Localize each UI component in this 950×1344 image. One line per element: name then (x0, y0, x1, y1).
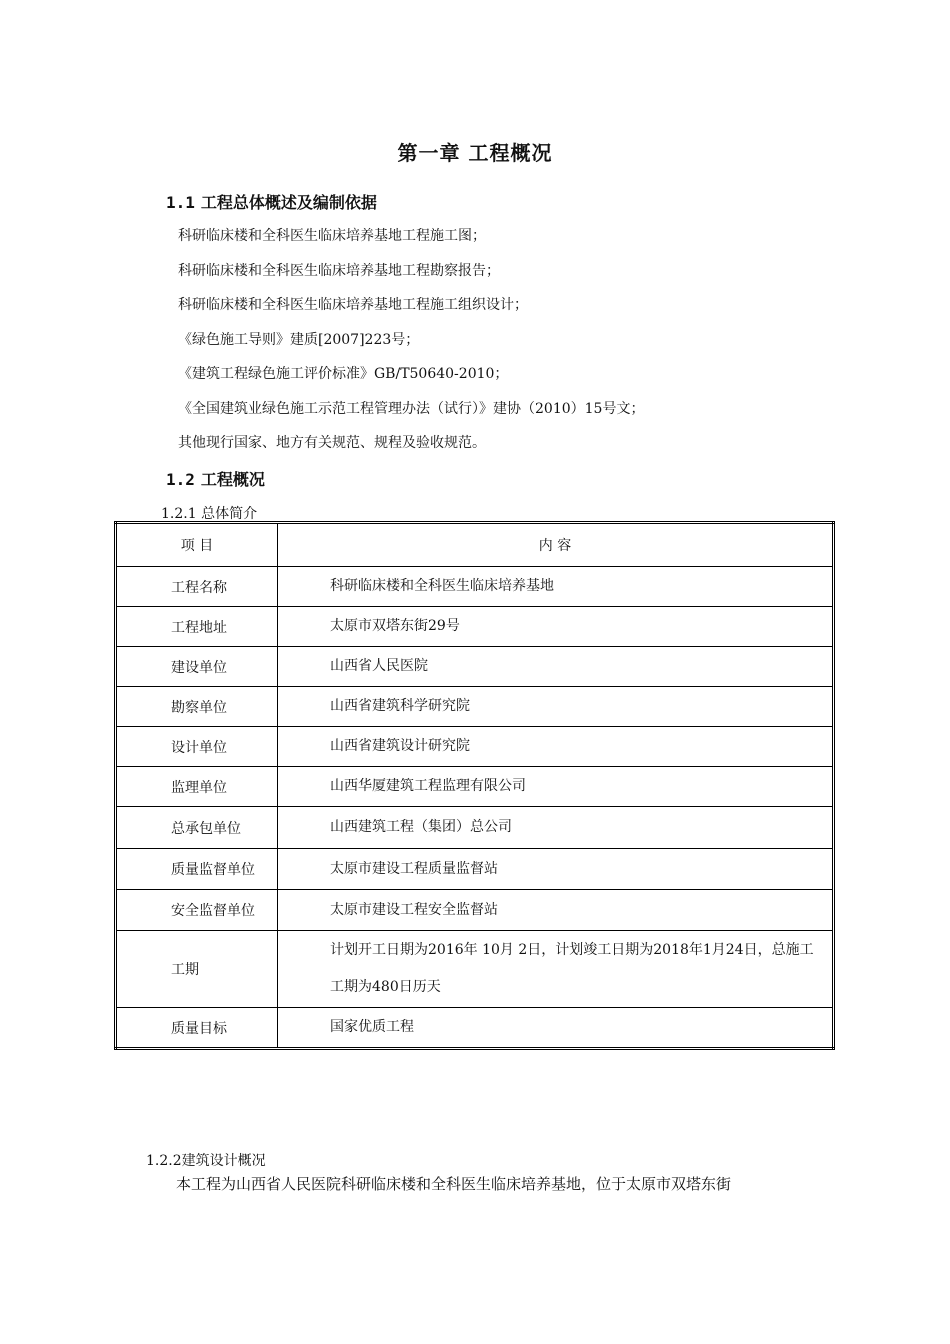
table-row (116, 767, 834, 807)
basis-item: 《绿色施工导则》建质[2007]223号； (178, 331, 420, 348)
section-1-2-number: 1.2 (166, 470, 195, 489)
basis-item: 科研临床楼和全科医生临床培养基地工程施工图； (178, 228, 486, 244)
row-value: 太原市双塔东街29号 (278, 607, 834, 647)
row-label: 勘察单位 (116, 687, 278, 727)
table-row (116, 567, 834, 607)
section-1-2-heading (166, 467, 265, 490)
table-row (116, 1008, 834, 1049)
row-label: 质量目标 (116, 1008, 278, 1049)
row-label: 总承包单位 (116, 807, 278, 849)
row-value: 国家优质工程 (278, 1008, 834, 1049)
subsection-1-2-1-heading: 1.2.1 总体简介 (161, 506, 258, 522)
table-row (116, 607, 834, 647)
row-value: 太原市建设工程安全监督站 (278, 890, 834, 931)
table-row (116, 727, 834, 767)
header-content: 内 容 (278, 523, 834, 567)
row-label: 建设单位 (116, 647, 278, 687)
row-value: 计划开工日期为2016年 10月 2日，计划竣工日期为2018年1月24日，总施工工期为480日历天 (278, 931, 834, 1008)
row-value: 山西省建筑设计研究院 (278, 727, 834, 767)
table-row (116, 687, 834, 727)
chapter-title: 第一章 工程概况 (397, 141, 553, 165)
table-row (116, 647, 834, 687)
table-header-row (116, 523, 834, 567)
table-row (116, 807, 834, 849)
row-label: 工期 (116, 931, 278, 1008)
row-value: 山西省人民医院 (278, 647, 834, 687)
row-value: 科研临床楼和全科医生临床培养基地 (278, 567, 834, 607)
row-label: 安全监督单位 (116, 890, 278, 931)
row-label: 质量监督单位 (116, 849, 278, 890)
basis-item: 其他现行国家、地方有关规范、规程及验收规范。 (178, 435, 486, 451)
section-1-2-title: 工程概况 (200, 470, 265, 489)
basis-item: 科研临床楼和全科医生临床培养基地工程施工组织设计； (178, 297, 528, 313)
subsection-1-2-2-heading: 1.2.2建筑设计概况 (146, 1153, 266, 1169)
basis-item: 科研临床楼和全科医生临床培养基地工程勘察报告； (178, 262, 500, 279)
row-label: 工程地址 (116, 607, 278, 647)
basis-list (178, 225, 644, 467)
table-row (116, 931, 834, 1008)
basis-item: 《全国建筑业绿色施工示范工程管理办法（试行）》建协（2010）15号文； (178, 400, 645, 417)
table-row (116, 849, 834, 890)
section-1-1-number: 1.1 (166, 193, 195, 212)
row-value: 山西华厦建筑工程监理有限公司 (278, 767, 834, 807)
project-summary-table (114, 521, 835, 1050)
basis-item: 《建筑工程绿色施工评价标准》GB/T50640-2010； (178, 366, 509, 382)
row-label: 设计单位 (116, 727, 278, 767)
header-item: 项 目 (116, 523, 278, 567)
row-label: 工程名称 (116, 567, 278, 607)
table-row (116, 890, 834, 931)
row-value: 山西建筑工程（集团）总公司 (278, 807, 834, 849)
design-overview-paragraph: 本工程为山西省人民医院科研临床楼和全科医生临床培养基地，位于太原市双塔东街 (176, 1175, 732, 1193)
section-1-1-title: 工程总体概述及编制依据 (200, 193, 377, 212)
section-1-1-heading (166, 190, 377, 213)
row-value: 山西省建筑科学研究院 (278, 687, 834, 727)
row-label: 监理单位 (116, 767, 278, 807)
row-value: 太原市建设工程质量监督站 (278, 849, 834, 890)
